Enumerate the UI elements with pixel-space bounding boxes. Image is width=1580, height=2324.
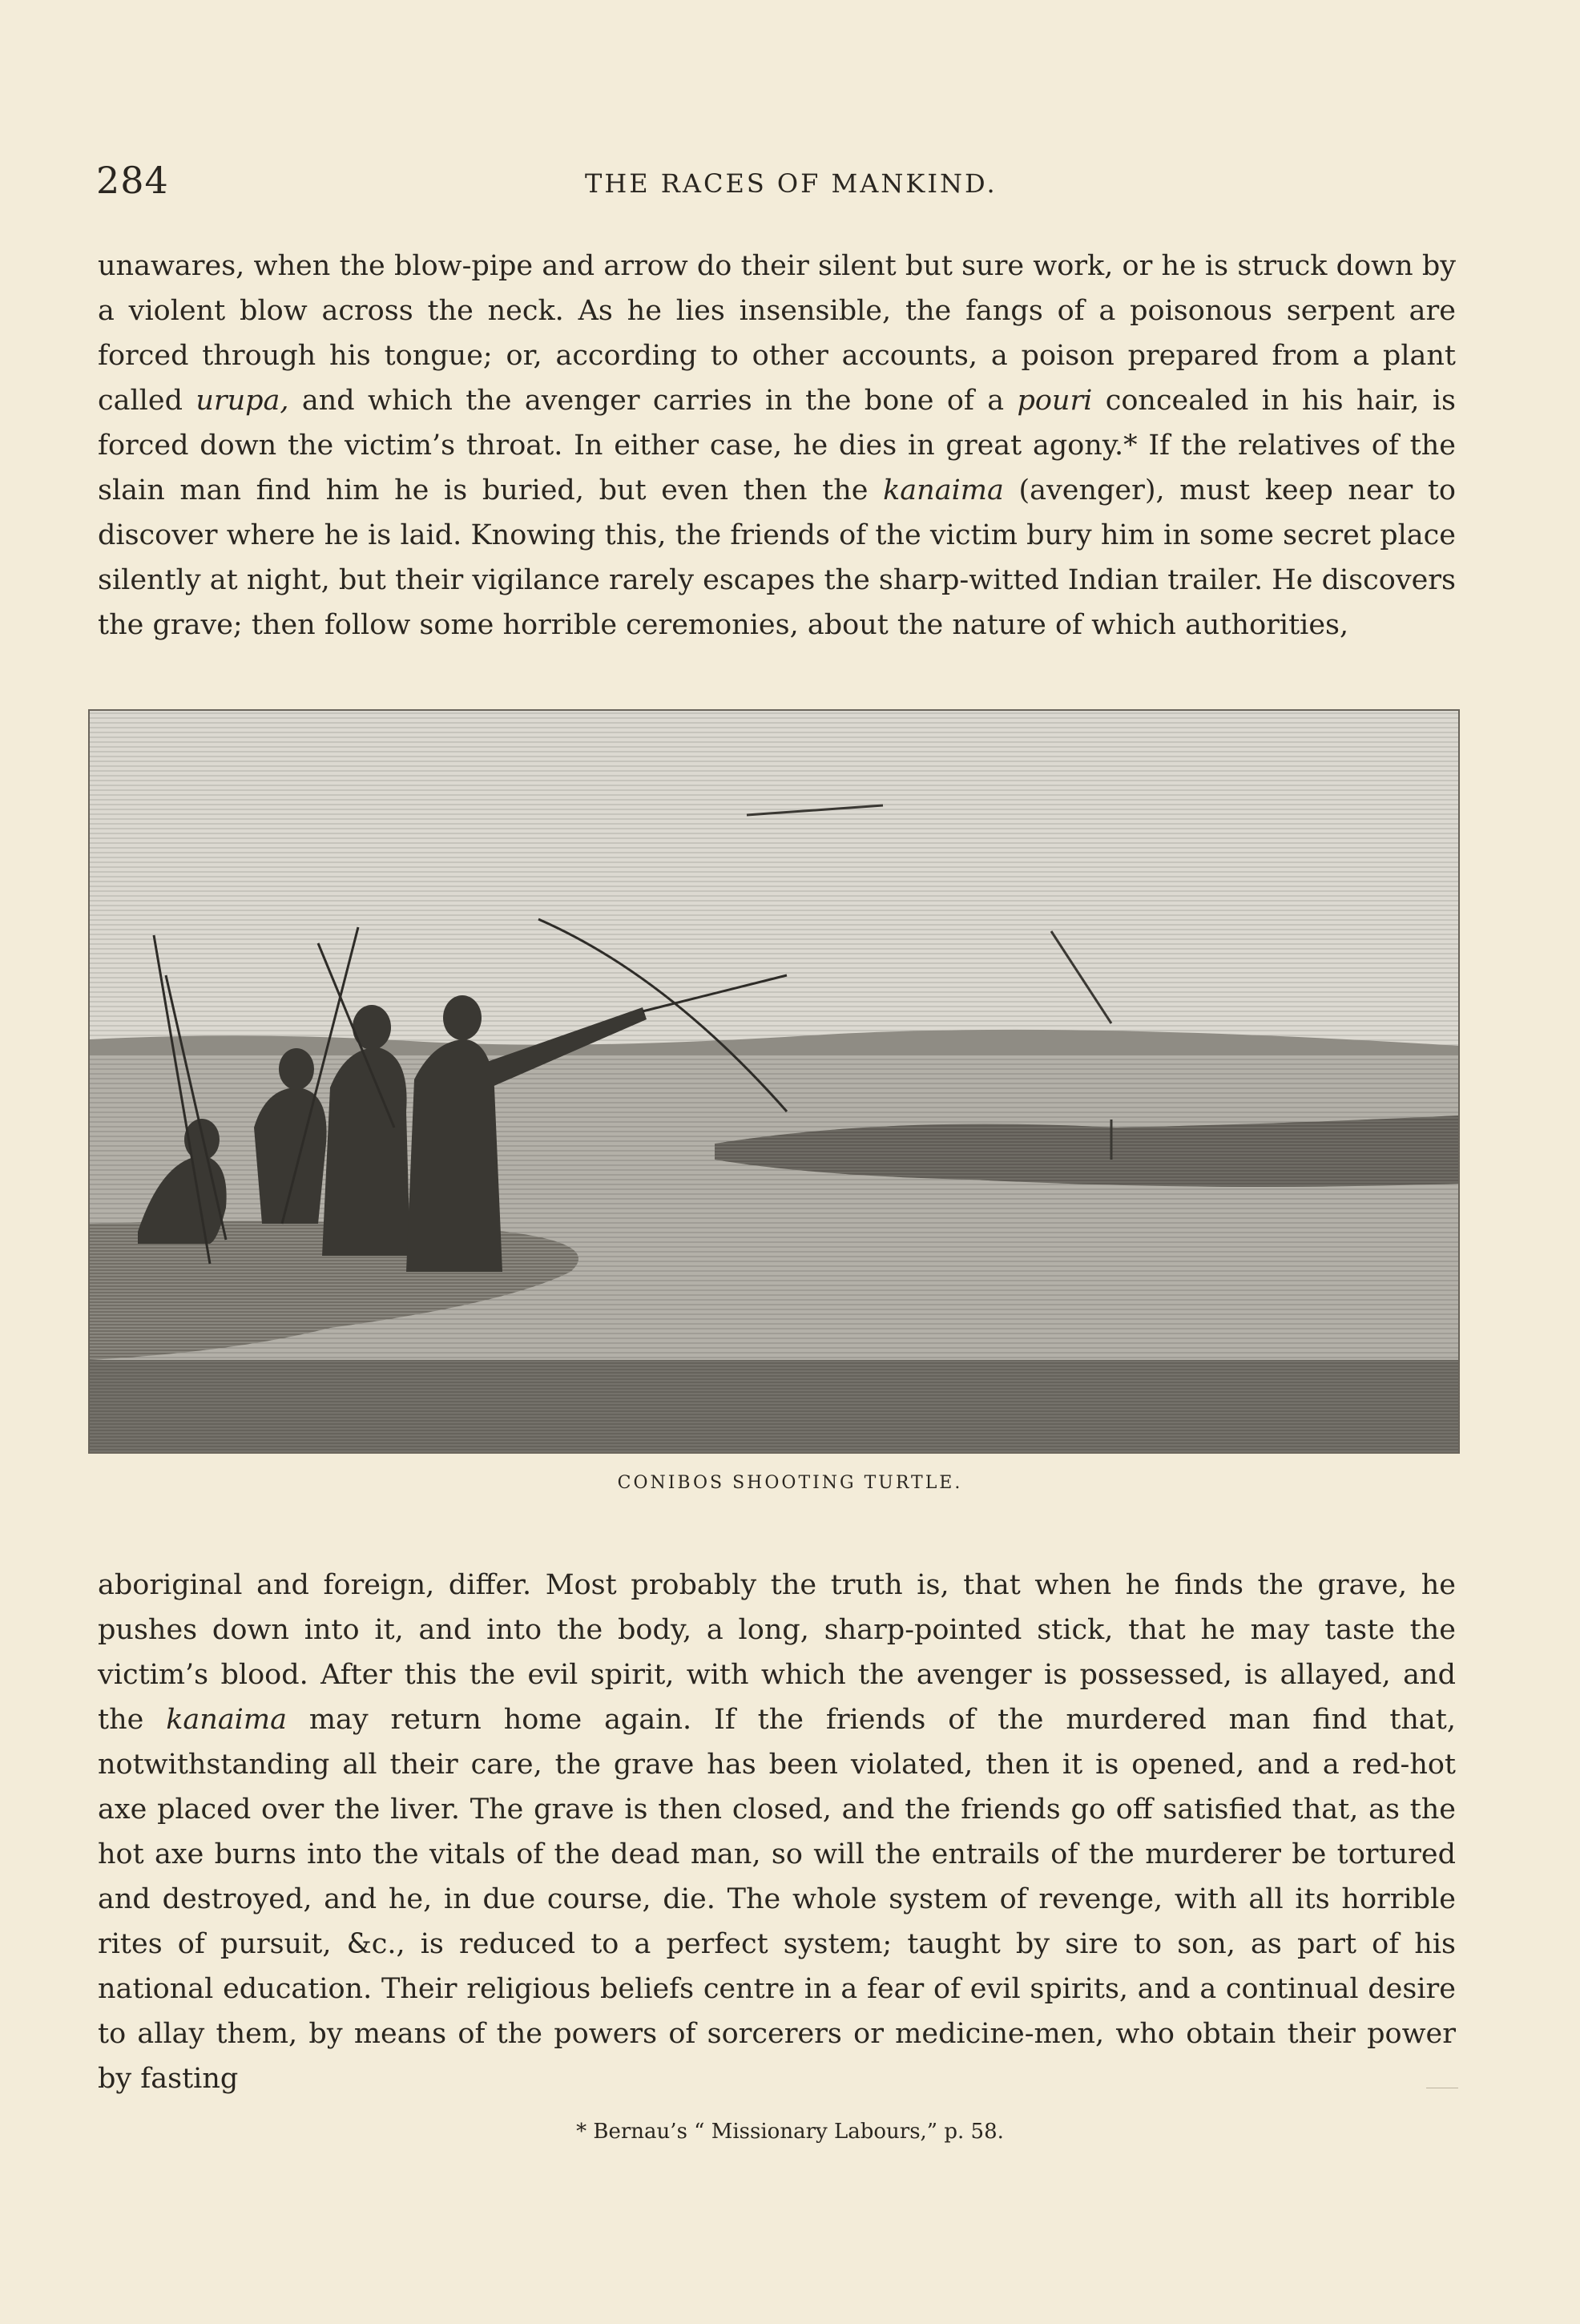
- text-run: unawares, when the blow-pipe and arrow do their silent but sure work, or he is struck down by a violent blow across the neck. As he lies insensible, the fangs of a poisonous serpent are forced through his tongue; or, according to other accounts, a poison prepared from a plant called: [98, 250, 1456, 417]
- paragraph-1: [98, 244, 1456, 648]
- page-number: 284: [96, 159, 169, 202]
- text-run: and which the avenger carries in the bone of a: [288, 385, 1018, 417]
- text-run: may return home again. If the friends of the murdered man find that, notwithstanding all their care, the grave has been violated, then it is opened, and a red-hot axe placed over the liver. The grave is then closed, and the friends go off satisfied that, as the hot axe burns into the vitals of the dead man, so will the entrails of the murderer be tortured and destroyed, and he, in due course, die. The whole system of revenge, with all its horrible rites of pursuit, &c., is reduced to a perfect system; taught by sire to son, as part of his national education. Their religious beliefs centre in a fear of evil spirits, and a continual desire to allay them, by means of the powers of sorcerers or medicine-men, who obtain their power by fasting: [98, 1704, 1456, 2095]
- footnote: * Bernau’s “ Missionary Labours,” p. 58.: [576, 2120, 1004, 2144]
- italic-term: kanaima: [883, 474, 1004, 506]
- paragraph-2: [98, 1563, 1456, 2101]
- text-run: concealed in his hair, is forced down the victim’s throat. In either case, he dies in great agony.* If the relatives of the slain man find him he is buried, but even then the: [98, 385, 1456, 506]
- italic-term: urupa,: [195, 385, 289, 417]
- running-title: THE RACES OF MANKIND.: [585, 168, 998, 199]
- text-run: (avenger), must keep near to discover where he is laid. Knowing this, the friends of the victim bury him in some secret place silently at night, but their vigilance rarely escapes the sharp-witted Indian trailer. He discovers the grave; then follow some horrible ceremonies, about the nature of which authorities,: [98, 474, 1457, 641]
- standing-figure-1: [254, 1087, 327, 1224]
- italic-term: pouri: [1017, 385, 1093, 417]
- standing-figure-2: [322, 1047, 410, 1256]
- text-run: aboriginal and foreign, differ. Most probably the truth is, that when he finds the grave, he pushes down into it, and into the body, a long, sharp-pointed stick, that he may taste the victim’s blood. After this the evil spirit, with which the avenger is possessed, is allayed, and the: [98, 1569, 1456, 1736]
- italic-term: kanaima: [166, 1704, 287, 1736]
- running-head: [96, 159, 1458, 207]
- engraving-conibos-shooting-turtle: [88, 709, 1460, 1454]
- engraving-illustration: [90, 711, 1458, 1452]
- figure-caption: CONIBOS SHOOTING TURTLE.: [617, 1473, 963, 1493]
